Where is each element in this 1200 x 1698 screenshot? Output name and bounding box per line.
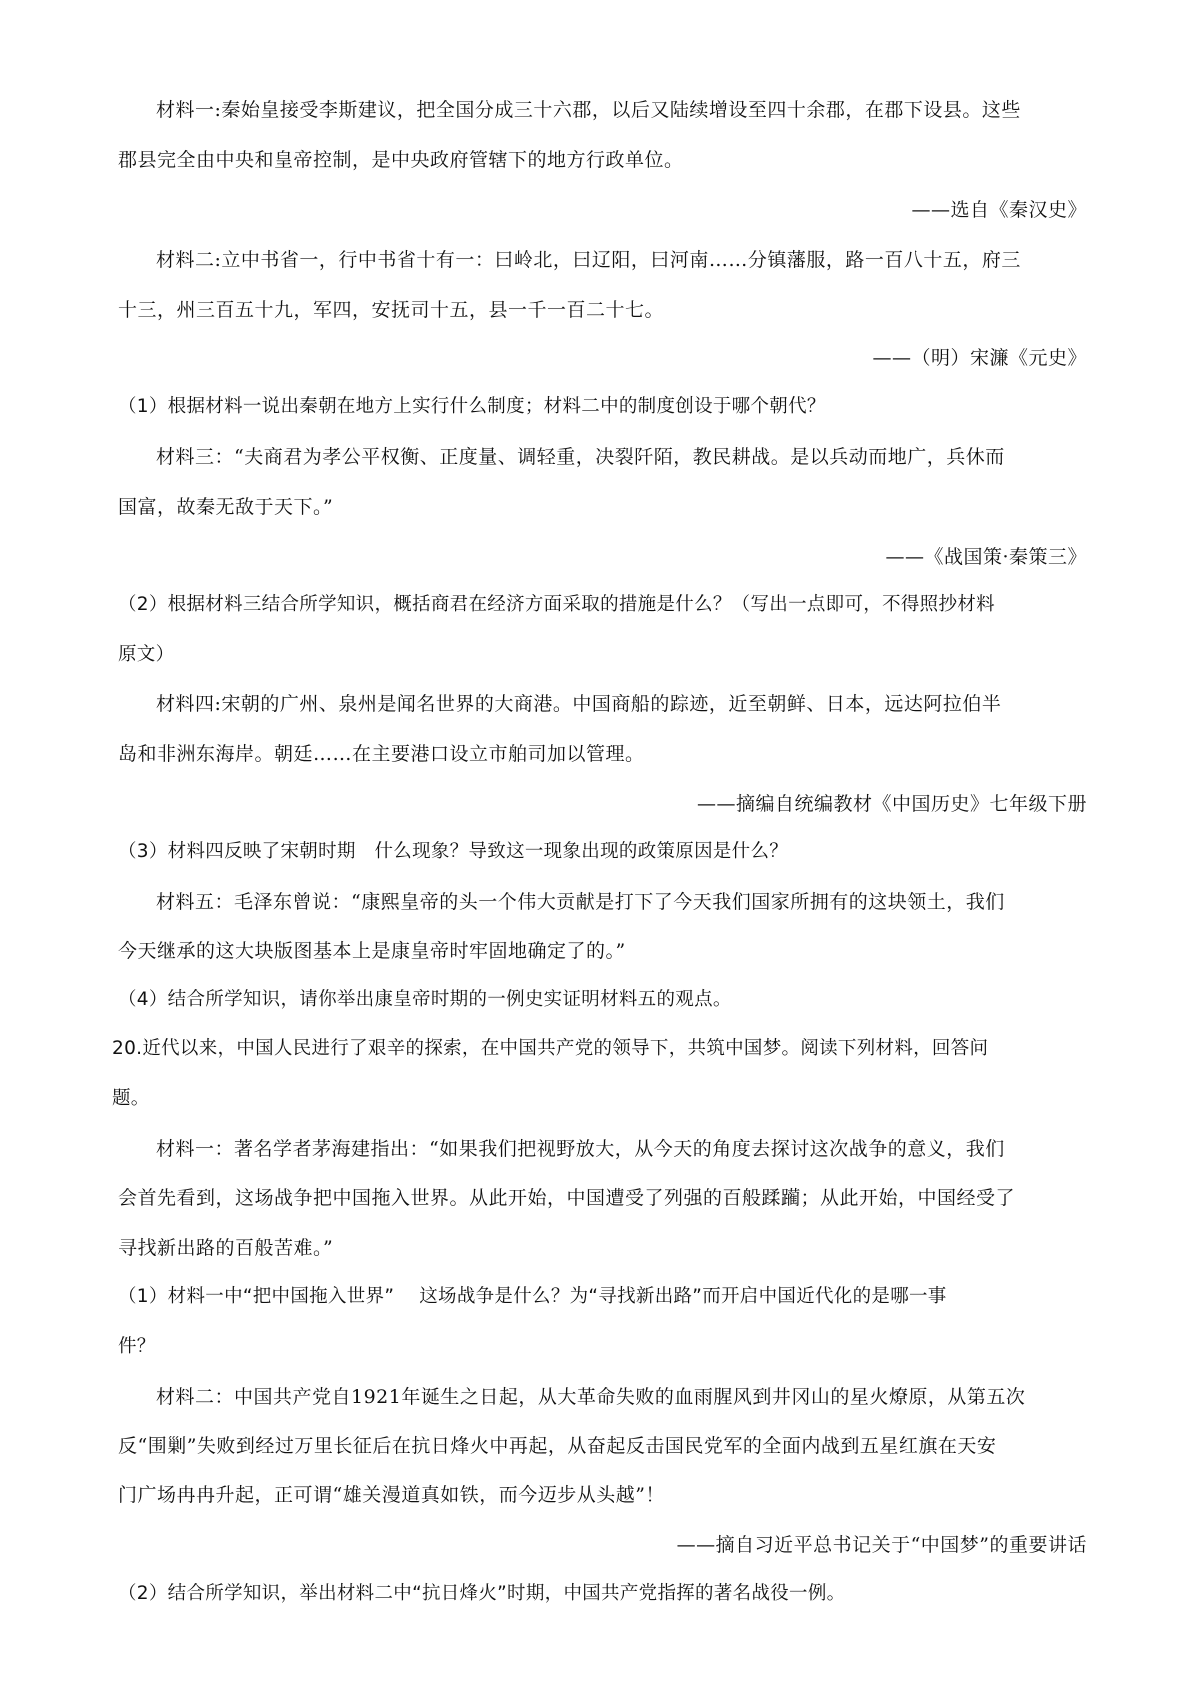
question-19-4: （4）结合所学知识，请你举出康皇帝时期的一例史实证明材料五的观点。 [118,989,732,1010]
material-3-line-1: 材料三：“夫商君为孝公平权衡、正度量、调轻重，决裂阡陌，教民耕战。是以兵动而地广，兵休而 [156,446,1005,468]
material-2-line-1: 材料二:立中书省一，行中书省十有一：曰岭北，曰辽阳，曰河南……分镇藩服，路一百八十五，府三 [156,249,1021,271]
question-20-stem-line-1: 20.近代以来，中国人民进行了艰辛的探索，在中国共产党的领导下，共筑中国梦。阅读下列材料，回答问 [112,1038,989,1059]
material-5-line-2: 今天继承的这大块版图基本上是康皇帝时牢固地确定了的。” [118,940,626,962]
material-1-line-1: 材料一:秦始皇接受李斯建议，把全国分成三十六郡，以后又陆续增设至四十余郡，在郡下设县。这些 [156,99,1021,121]
material-1-line-2: 郡县完全由中央和皇帝控制，是中央政府管辖下的地方行政单位。 [118,149,684,171]
question-20-2: （2）结合所学知识，举出材料二中“抗日烽火”时期，中国共产党指挥的著名战役一例。 [118,1583,846,1604]
material-3-line-2: 国富，故秦无敌于天下。” [118,496,334,518]
q20-material-1-line-3: 寻找新出路的百般苦难。” [118,1237,334,1259]
material-4-line-1: 材料四:宋朝的广州、泉州是闻名世界的大商港。中国商船的踪迹，近至朝鲜、日本，远达阿拉伯半 [156,693,1002,715]
question-20-1-line-2: 件？ [118,1336,156,1357]
material-2-source: ——（明）宋濂《元史》 [872,347,1087,369]
question-20-1-line-1: （1）材料一中“把中国拖入世界” 这场战争是什么？为“寻找新出路”而开启中国近代化的是哪一事 [118,1286,947,1307]
question-19-2-line-1: （2）根据材料三结合所学知识，概括商君在经济方面采取的措施是什么？（写出一点即可，不得照抄材料 [118,594,995,615]
material-4-line-2: 岛和非洲东海岸。朝廷……在主要港口设立市舶司加以管理。 [118,743,645,765]
question-19-2-line-2: 原文） [118,644,175,665]
q20-material-1-line-1: 材料一：著名学者茅海建指出：“如果我们把视野放大，从今天的角度去探讨这次战争的意义，我们 [156,1138,1005,1160]
question-19-3: （3）材料四反映了宋朝时期 什么现象？导致这一现象出现的政策原因是什么？ [118,841,789,862]
material-3-source: ——《战国策·秦策三》 [885,546,1087,568]
q20-material-2-line-1: 材料二：中国共产党自1921年诞生之日起，从大革命失败的血雨腥风到井冈山的星火燎原，从第五次 [156,1386,1026,1408]
q20-material-1-line-2: 会首先看到，这场战争把中国拖入世界。从此开始，中国遭受了列强的百般蹂躏；从此开始，中国经受了 [118,1187,1016,1209]
question-19-1: （1）根据材料一说出秦朝在地方上实行什么制度；材料二中的制度创设于哪个朝代？ [118,396,826,417]
question-20-stem-line-2: 题。 [112,1088,150,1109]
material-2-line-2: 十三，州三百五十九，军四，安抚司十五，县一千一百二十七。 [118,299,665,321]
q20-material-2-line-2: 反“围剿”失败到经过万里长征后在抗日烽火中再起，从奋起反击国民党军的全面内战到五星红旗在天安 [118,1435,997,1457]
material-5-line-1: 材料五：毛泽东曾说：“康熙皇帝的头一个伟大贡献是打下了今天我们国家所拥有的这块领土，我们 [156,891,1005,913]
material-1-source: ——选自《秦汉史》 [911,199,1087,221]
q20-material-2-source: ——摘自习近平总书记关于“中国梦”的重要讲话 [676,1534,1087,1556]
material-4-source: ——摘编自统编教材《中国历史》七年级下册 [696,793,1087,815]
q20-material-2-line-3: 门广场冉冉升起，正可谓“雄关漫道真如铁，而今迈步从头越”！ [118,1484,665,1506]
